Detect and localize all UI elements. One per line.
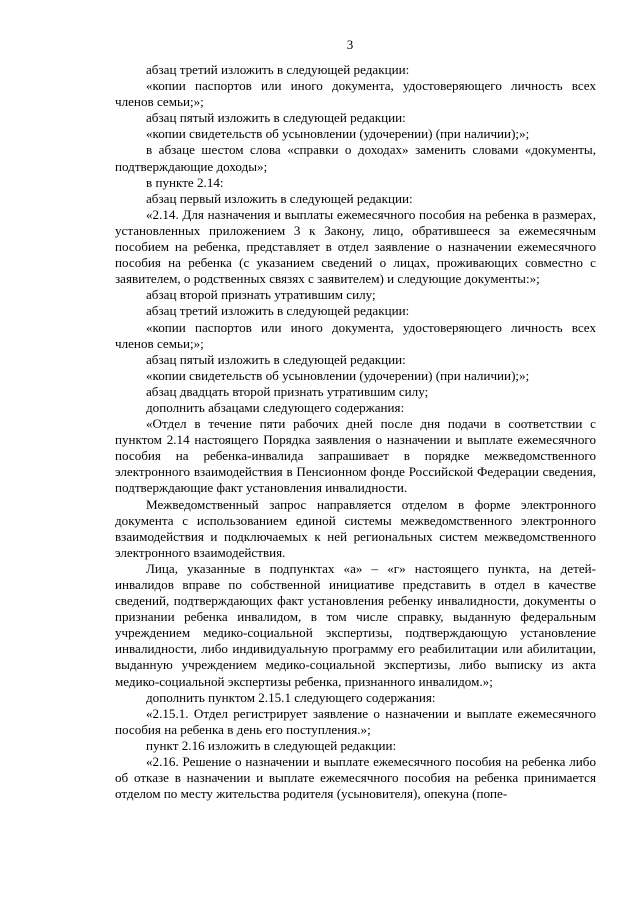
paragraph: «копии паспортов или иного документа, удостоверяющего личность всех членов семьи;»; bbox=[115, 78, 596, 110]
paragraph: абзац второй признать утратившим силу; bbox=[146, 287, 376, 303]
paragraph: абзац первый изложить в следующей редакции: bbox=[146, 190, 413, 206]
paragraph: в пункте 2.14: bbox=[146, 174, 224, 190]
paragraph: абзац третий изложить в следующей редакции: bbox=[146, 303, 410, 319]
paragraph: пункт 2.16 изложить в следующей редакции: bbox=[146, 737, 397, 753]
paragraph: «2.14. Для назначения и выплаты ежемесячного пособия на ребенка в размерах, установленных приложением 3 к Закону, лицо, обратившееся за ежемесячным пособием на ребенка, представляет в отдел заявление о назначении ежемесячного пособия на ребенка (с указанием сведений о лицах, проживающих совместно с заявителем, о родственных связях с заявителем) и следующие документы:»; bbox=[115, 206, 596, 287]
document-body bbox=[115, 62, 596, 802]
paragraph: абзац двадцать второй признать утратившим силу; bbox=[146, 383, 429, 399]
paragraph: «Отдел в течение пяти рабочих дней после дня подачи в соответствии с пунктом 2.14 настоящего Порядка заявления о назначении и выплате ежемесячного пособия на ребенка-инвалида запрашивает в порядке межведомственного электронного взаимодействия в Пенсионном фонде Российской Федерации сведения, подтверждающие факт установления инвалидности. bbox=[115, 416, 596, 496]
paragraph: абзац пятый изложить в следующей редакции: bbox=[146, 351, 406, 367]
paragraph: «2.15.1. Отдел регистрирует заявление о назначении и выплате ежемесячного пособия на ребенка в день его поступления.»; bbox=[115, 705, 596, 737]
paragraph: Лица, указанные в подпунктах «а» – «г» настоящего пункта, на детей-инвалидов вправе по собственной инициативе представить в отдел в качестве сведений, подтверждающих факт установления ребенку инвалидности, документы о признании ребенка инвалидом, в том числе справку, выданную федеральным учреждением медико-социальной экспертизы, подтверждающую установление инвалидности, либо индивидуальную программу его реабилитации или абилитации, выданную учреждением медико-социальной экспертизы, либо выписку из акта медико-социальной экспертизы ребенка, признанного инвалидом.»; bbox=[115, 560, 596, 689]
paragraph: «копии свидетельств об усыновлении (удочерении) (при наличии);»; bbox=[146, 367, 530, 383]
paragraph: «копии паспортов или иного документа, удостоверяющего личность всех членов семьи;»; bbox=[115, 319, 596, 351]
paragraph: «копии свидетельств об усыновлении (удочерении) (при наличии);»; bbox=[146, 126, 530, 142]
page-number: 3 bbox=[346, 37, 354, 52]
paragraph: абзац пятый изложить в следующей редакции: bbox=[146, 110, 406, 126]
paragraph: «2.16. Решение о назначении и выплате ежемесячного пособия на ребенка либо об отказе в назначении и выплате ежемесячного пособия на ребенка принимается отделом по месту жительства родителя (усыновителя), опекуна (попе- bbox=[115, 754, 596, 802]
paragraph: Межведомственный запрос направляется отделом в форме электронного документа с использованием единой системы межведомственного электронного взаимодействия и подключаемых к ней региональных систем межведомственного электронного взаимодействия. bbox=[115, 496, 596, 560]
paragraph: дополнить пунктом 2.15.1 следующего содержания: bbox=[146, 689, 436, 705]
paragraph: абзац третий изложить в следующей редакции: bbox=[146, 62, 410, 77]
paragraph: дополнить абзацами следующего содержания: bbox=[146, 399, 405, 415]
paragraph: в абзаце шестом слова «справки о доходах» заменить словами «документы, подтверждающие доходы»; bbox=[115, 142, 596, 174]
